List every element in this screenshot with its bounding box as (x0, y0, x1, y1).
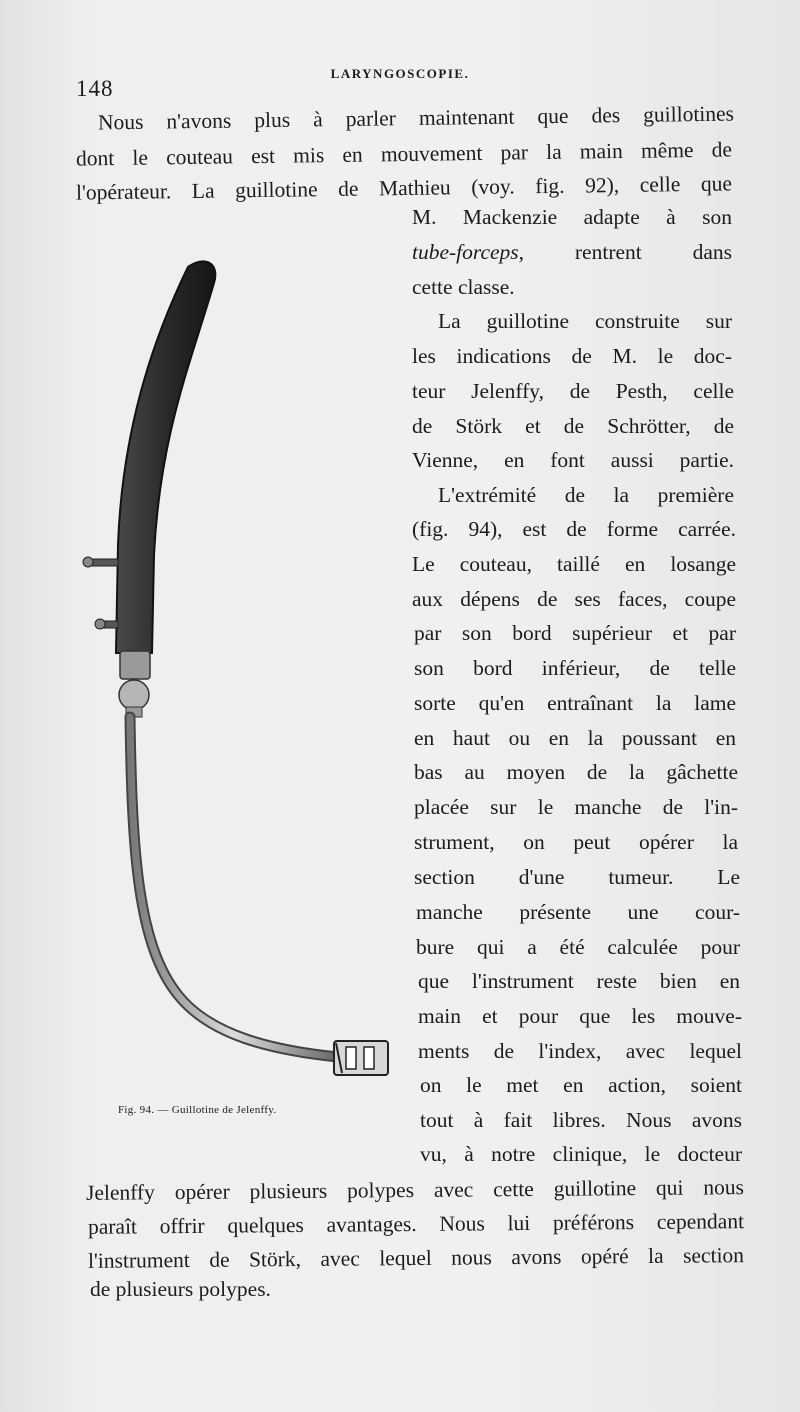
text-line: l'opérateur. La guillotine de Mathieu (voy. fig. 92), celle que (75, 171, 733, 205)
running-head: LARYNGOSCOPIE. (330, 66, 470, 81)
text-line: son bord inférieur, de telle (414, 656, 736, 680)
text-line: Jelenffy opérer plusieurs polypes avec cette guillotine qui nous (85, 1175, 745, 1205)
text-line: M. Mackenzie adapte à son (412, 205, 732, 229)
guillotine-illustration (70, 255, 400, 1095)
text-line: L'extrémité de la première (438, 483, 734, 507)
text-line: par son bord supérieur et par (414, 621, 736, 645)
text-line: section d'une tumeur. Le (414, 865, 740, 889)
text-line: Le couteau, taillé en losange (412, 552, 736, 576)
text-line: on le met en action, soient (420, 1073, 742, 1097)
text-line: de plusieurs polypes. (90, 1277, 271, 1301)
figure-caption: Fig. 94. — Guillotine de Jelenffy. (118, 1104, 277, 1116)
text-line: bas au moyen de la gâchette (414, 760, 738, 784)
text-line: (fig. 94), est de forme carrée. (412, 517, 736, 541)
text-line: manche présente une cour- (416, 900, 740, 924)
text-line: les indications de M. le doc- (412, 344, 732, 368)
text-line: l'instrument de Störk, avec lequel nous avons opéré la section (87, 1243, 745, 1273)
guillotine-icon (70, 255, 400, 1095)
text-line: aux dépens de ses faces, coupe (412, 587, 736, 611)
text-line: placée sur le manche de l'in- (414, 795, 738, 819)
text-line: strument, on peut opérer la (414, 830, 738, 854)
text-line: ments de l'index, avec lequel (418, 1039, 742, 1063)
italic-term: tube-forceps (412, 240, 519, 264)
text-line: en haut ou en la poussant en (414, 726, 736, 750)
text-line: que l'instrument reste bien en (418, 969, 740, 993)
text-line: La guillotine construite sur (438, 309, 732, 333)
text-line: dont le couteau est mis en mouvement par la main même de (75, 137, 733, 171)
text-line: vu, à notre clinique, le docteur (420, 1142, 742, 1166)
text-line: Vienne, en font aussi partie. (412, 448, 734, 472)
text-line: tout à fait libres. Nous avons (420, 1108, 742, 1132)
text-line: tube-forceps, rentrent dans (412, 240, 732, 264)
text-line: sorte qu'en entraînant la lame (414, 691, 736, 715)
text-line: teur Jelenffy, de Pesth, celle (412, 379, 734, 403)
text-line: main et pour que les mouve- (418, 1004, 742, 1028)
text-line: cette classe. (412, 275, 515, 299)
page-number: 148 (76, 76, 114, 101)
text-line: bure qui a été calculée pour (416, 935, 740, 959)
text-line: de Störk et de Schrötter, de (412, 414, 734, 438)
text-line: Nous n'avons plus à parler maintenant que des guillotines (97, 101, 735, 135)
text-line: paraît offrir quelques avantages. Nous lui préférons cependant (87, 1209, 745, 1239)
